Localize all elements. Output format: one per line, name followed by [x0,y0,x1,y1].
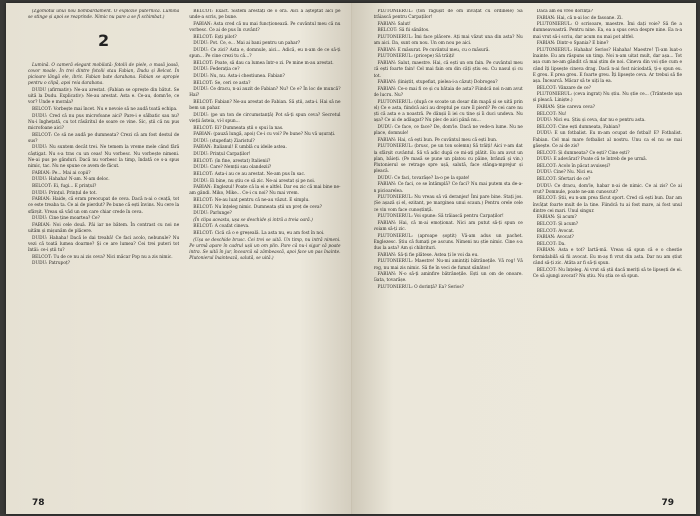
dialogue-line: BELCOT: Sfertari de ce? [536,176,591,182]
right-page-columns [374,9,683,494]
dialogue-line: BELCOT: Ei, fugi... E prințul? [32,183,97,189]
dialogue-line: DUDU: Hahaha! Dacă le dai treabă! Ce faci acolo, nebunule? Nu vezi că toată lumea doarme? Și ce are lumea? Cei trei puteri tot întâi: ce-i știi tu? [28,235,180,254]
dialogue-line: BELCOT: Vorbește mai încet. Nu e nevoie să ne audă toată echipa. [32,106,178,112]
dialogue-line: DUDU: Cine ține moartea? Ce? [32,216,100,222]
dialogue-line: FABIAN: Asta e tot? Iartă-mă. Vreau să spun că e o chestie formidabilă să fii avocat. Eu m-aș fi vrut din asta. Dar nu am știut când să-ți zic. Atâta ar fi să-ți spun. [532,248,682,266]
dialogue-line: DUDU: Care? Nemții sau olandezii? [193,165,272,171]
dialogue-line: DUDU: Prințul. Prințul de tot. [32,190,97,196]
dialogue-line: PLUTONIERUL: Îmi face plăcere. Ați mai văzut una din asta? Nu am aici. Da, sunt om nou. Un om nou pe aici. [373,35,523,47]
left-column-2 [189,9,340,494]
left-column-1 [28,9,179,494]
dialogue-line: DUDU: (stupefiat) Ziaristul? [193,138,255,144]
dialogue-line: BELCOT: Exact. Sistem arestați de o oră. Aici a așteptat aici pe unde-a scris, pe bune. [189,9,341,21]
dialogue-line: FABIAN: Avocat? [536,235,574,241]
dialogue-line: PLUTONIERUL: (ceva ingrat) Nu știu. Nu știe ce... (Trânteste ușa și pleacă. Liniște.) [532,92,682,104]
stage-direction: (Zgomotul unui nou bombardament. O explozie puternică. Lumina se stinge și apoi se reaprinde. Nimic nu pare a se fi schimbat.) [28,9,180,21]
dialogue-line: PLUTONIERUL: (după ce scoate un dosar din mapă și se uită prin el) Ce e asta, fiindcă aici au dreptul pe care îl pierd? Pe cei care nu ști că asta e a noastră. Pe dânșii îi iei cu tine și îi duci undeva. Nu așa? Ce ai de adăugat? Nu plec de aici până nu... [373,99,523,124]
dialogue-line: BELCOT: (în fine, arestat) Italienii? [193,158,271,164]
dialogue-line: FABIAN: Italianul! E umblă cu ideile astea. [193,145,287,151]
dialogue-line: PLUTONIERUL: Voi spune: Să trăiască pentru Carpaților! [377,214,504,220]
book-spread [6,3,696,514]
dialogue-line: DUDU: Parlunge? [193,211,232,217]
dialogue-line: DUDU: Cine? Nu. Nici eu. [536,170,594,176]
dialogue-line: DUDU: Nici eu. Știu și ceva, dar nu e pentru asta. [536,118,646,124]
dialogue-line: BELCOT: Fabian? Ne-au arestat de Fabian. Să știi, asta-i. Hai să ne bem un pahar. [189,99,341,112]
dialogue-line: FABIAN: Hai, că m-ai emoționat. Nici am putut să-ți spun ce voiam să-ți zic. [373,220,523,233]
dialogue-line: BELCOT: A coafat cineva. [193,224,250,230]
dialogue-line: BELCOT: Cică că o e greșeală. La asta nu, eu am fost în noi. [193,230,325,236]
stage-direction: (În clipa aceasta, ușa se deschide și intră a treia oară.) [193,217,313,223]
dialogue-line: FABIAN: Hai, că ești bun. Pe cuvântul meu că ești bun. [377,137,498,143]
dialogue-block [533,9,682,280]
dialogue-line: BELCOT: Și acum? [536,222,579,228]
dialogue-line: BELCOT: Avocat. [536,228,575,234]
dialogue-line: BELCOT: Tu de ce nu ai zis ceva? Nici măcar Pop nu a zis nimic. [32,254,173,260]
dialogue-line: DUDU: Federația ce? [193,67,240,73]
dialogue-line: FABIAN: Salut, maestre. Hai, că ești un om fain. Pe cuvântul meu că ești foarte fain! Cel mai fain om din câți știu eu. Cu nasul și cu tot. [373,61,523,79]
dialogue-line: DUDU (afirmativ): Ne-au arestat. (Fabian se oprește din bătut. Se uită la Dudu. Explicativ): Ne-au arestat. Asta e. Ce-au, domn'le, ce vor? Unde e morala? [28,87,180,106]
dialogue-line: BELCOT: Nu! [536,111,567,117]
scene-number: 2 [98,31,110,51]
dialogue-line: FABIAN: Asta cred că nu mai funcționează. Pe cuvântul meu că nu vorbesc. Ce ai de pus în cuvânt? [189,21,341,34]
right-column-1 [374,9,523,494]
dialogue-line: DUDU: E adevărat? Poate că te întreb de pe urmă. [536,157,648,163]
dialogue-line: PLUTONIERUL: Maestre! Nu-mi amintiți bătrânețile. Vă rog! Vă rog, nu mai zis nimic. Să fie în veci de fumat sănătos! [373,259,523,271]
dialogue-block [374,9,523,291]
dialogue-line: PLUTONIERUL: Nu vreau să vă deranjez! Îmi pare bine. Stați jos. (Se așază și el, ezitant, pe marginea unui scaun.) Pentru orele cele ce vin vom face cunoștință. [373,195,523,213]
dialogue-line: BELCOT: Ne-au luat pentru că ne-au văzut. E simplu. [193,197,310,203]
dialogue-line: BELCOT: Nu înțeleg nimic. Dumneata știi un preț de ceva? [193,204,322,210]
dialogue-line: PLUTONIERUL: O scrisoare, maestre. Îmi dați voie? Să fie a dumneavoastră. Pentru nine. Ea, ea a spus ceva despre nine. Ea n-a mai vrut să-i scriu, dar acum nu mai pot altfel. [532,22,682,40]
dialogue-line: FABIAN: Știe careva ceva? [536,105,595,111]
dialogue-line: PLUTONIERUL: (ton răgușit de om învățat cu ordinele) Să trăiască pentru Carpaților! [373,9,523,21]
dialogue-line: DUDU: Ce faci, tovarășe? Ia-o pe la spate! [377,175,470,181]
dialogue-line: BELCOT: Și dumneata? Ce ești? Cine ești? [536,150,630,156]
dialogue-line: FABIAN: Haide, că eram preocupat de ceva. Dacă n-ai o ceață, tot ce este treaba ta. Ce ai de pierdut? Pe bune că ești învins. Nu cere la sfârșit. Vreau să văd un om care chiar crede în ceva. [28,197,180,215]
dialogue-line: PLUTONIERUL: (aproape șoptit) Vă-am adus un pachet. Englezesc. Știu că fumați pe ascuns. Nimeni nu știe nimic. Cine s-a dus la asta? Am și chibrituri. [373,233,523,252]
dialogue-line: DUDU: Ce dracu, dom'le, habar n-ai de nimic. Ce ai zis? Ce ai vrut? Domnule, poate ne-am cunoscut? [532,183,682,195]
dialogue-line: BELCOT: Ei? Dumneata știi o spui la nas. [193,125,284,131]
dialogue-line: BELCOT: Poate, să dau ca lumea într-o zi. Pe mine m-au arestat. [193,60,334,66]
dialogue-line: FABIAN: Și acum? [536,215,577,221]
dialogue-line: BELCOT: Da. [536,241,566,247]
dialogue-line: FABIAN: Să-ți fie plătese. Astea ți le voi da eu. [377,252,479,258]
dialogue-line: DUDU: E un fotbalist. Eu m-am ocupat de fotbal! E? Fotbalist. Fabian. Cel mai mare fotbalist al nostru. Unu ca el nu se mai găsește. Ce ai de zis? [532,131,682,149]
dialogue-line: PLUTONIERUL: O dorință? Ea? Serios? [377,285,464,290]
page-number: 78 [32,498,45,508]
dialogue-line: FABIAN: Englezul! Poate că la ei e altfel. Dar eu zic că mai bine ne-am gândi. Miko, Mike... Ce-i cu noi? Nu mai vrem. [189,185,341,197]
stage-direction: Lumină. O cameră elegant mobilată: fotolii de piele, o masă joasă, covor moale. În trei dintre fotolii stau Fabian, Dudu și Belcot. În picioare lângă ele, ibric. Fabian bate darabana. Fabian se apropie pentru o clipă, apoi reia darabana. [28,62,180,87]
dialogue-line: BELCOT: Să fii sănătos. [377,28,430,34]
page-number: 79 [661,498,674,508]
dialogue-line: BELCOT: Vânzare de ce? [536,85,591,91]
dialogue-line: DUDU: Patrupoț? [32,261,70,267]
dialogue-line: DUDU: Hahaha! N-am. N-am deloc. [32,177,110,183]
dialogue-line: PLUTONIERUL: (pricepe) Să trăiți! [377,54,455,60]
dialogue-line: FABIAN: (pauză lungă, apoi) Ce-i cu voi? Pe bune? Nu vă ușurați. [193,132,336,138]
dialogue-line: FABIAN: N-o să-ți aminfire bătrânețile. Ești un om de onoare. Gata, tovarășe. [373,272,523,284]
dialogue-line: DUDU: Ce zici? Asta e, domnule, aici... Adică, eu n-am de ce să-ți spun... Pe cine crezi tu că...? [189,47,341,60]
right-column-2 [533,9,682,494]
dialogue-line: DUDU: Prințul Carpaților! [193,152,251,158]
dialogue-line: BELCOT: Cine ești dumneata, Fabian? [536,124,621,130]
left-page-columns [28,9,341,494]
dialogue-line: DUDU: (pe un ton de circumstanță) Pot să-ți spun ceva? Secretul vieții ăsteia, vi-l spun... [189,112,341,125]
dialogue-line: FABIAN: Dintr-o Spania? E bine? [536,41,609,47]
dialogue-line: Dacă am eu vreo dorință? [536,9,593,14]
dialogue-line: BELCOT: Nu înțeleg. Ai vrut să știi dacă meriți să te lipsești de ei. Ce să ajungi avocat? Nu știu. Nu știa ce să spun. [532,267,682,279]
stage-direction: (Ușa se deschide brusc. Cei trei se uită. Un timp, nu intră nimeni. Pe urmă apare în cadrul ușii un om plin. Pare că nu-i sigur că poate intra. Se uită în jur, încearcă să zâmbească, apoi face un pas înainte. Plutonierul înaintează, salută, se uită.) [189,237,341,262]
dialogue-line: FABIAN: (liniștit, stupefiat, pielea-i-a căzut) Dobrogea? [377,80,498,86]
dialogue-line: DUDU: Nu suntem decât trei. Ne temem la vreme mele când fără câștigat. Nu s-a tras cu un ceas! Nu vorbesc. Nu vorbește nimeni. Ne-ai pus pe gânduri. Dacă nu vorbesc la timp, îndată ce s-a spus nimic, tac. Nu ne spune ce avem de făcut. [28,145,180,170]
dialogue-line: DUDU: Cred că nu pus microfoane aici? Pare-i e sălbatic sau nu? Nu-i înghețată, cu tot răsăritul de soare ce vine. Sic, știi că nu pus microfoane aici? [28,113,180,131]
dialogue-block [189,9,340,262]
left-page [6,3,352,514]
dialogue-line: FABIAN: Ce faci, ce se întâmplă? Ce faci? Nu mai putem sta de-a-n picioarelea. [373,182,523,194]
dialogue-line: BELCOT: Eșți pilot? [193,34,237,40]
dialogue-line: BELCOT: Știi, eu n-am prea făcut sport. Cred că ești bun. Dar am învățat foarte mult de la tine. Fiindcă tu ai fost mare, ai fost unul dintre cei mari. Unul singur. [532,196,682,214]
dialogue-line: DUDU: Ce dracu, n-ai auzit de Fabian? Nu? Ce e? În loc de muncă? Hai? [189,87,341,99]
dialogue-line: FABIAN: Pe... Mai ai copii? [32,170,91,176]
dialogue-line: BELCOT: Acolo în păcat avuiseși? [536,163,611,169]
scene-number-box [28,29,179,52]
dialogue-line: PLUTONIERUL: (brusc, pe un ton solemn) Să trăiți! Aici v-am dat la sfârșit cuvântul. Să vă adic după ce mi-ați plătit. Eu am avut un plan, băieți. (Pe masă se pune un platou cu pâine, brânză și vin.) Plutonierul se retrage spre ușă, salută, face stânga-mprejur și pleacă. [373,144,523,175]
dialogue-line: FABIAN: Salut! [377,21,411,27]
dialogue-line: BELCOT: Asta-i au ce au arestat. Ne-am pus în sac. [193,171,306,177]
dialogue-line: BELCOT: Se, ceri ce asta? [193,80,251,86]
right-page [352,3,697,514]
dialogue-line: BELCOT: Ce să ne audă pe dumneata? Crezi că am fost destul de sus? [28,132,180,144]
dialogue-line: FABIAN: Hai, că n-ai loc de fasoane. Zi. [536,15,623,21]
dialogue-line: DUDU: Ce face, ce face? De, dom'le. Dacă ne vede-n lume. Nu ne place, domnule! [373,124,523,137]
dialogue-line: FABIAN: Noi cele două. Păi iar ne bătem. În contrast cu noi ne uităm și mișunăm de plăcere. [28,222,180,234]
dialogue-line: FABIAN: E măsurat. Pe cuvântul meu, cu o măsură. [377,47,490,53]
dialogue-line: DUDU: Nu, nu. Asta-i chestiunea. Fabian? [193,73,285,79]
dialogue-block [28,63,179,268]
dialogue-line: FABIAN: Ce-o mai fi ce și cu bătaia de asta? Fiindcă noi n-am avut de lucru. Nu? [373,86,523,98]
dialogue-line: DUDU: Pot. Ce, e... Mai ai bani pentru un pahar? [193,41,301,47]
dialogue-line: DUDU: Ei bine, nu știu ce să zic. Ne-ai arestat și pe noi. [193,178,316,184]
dialogue-line: PLUTONIERUL: Hahaha! Serios? Hahaha! Maestre! Ți-am luat-o înainte. Eu am răspuns un timp. Noi n-am uitat mult, dar așa... Tot așa cum ne-am gândit că mai știm de noi. Cineva din voi știe cum e când îți lipsește cineva drag. Dacă n-ai fost niciodată, ți-o spun eu. E greu. E prea greu. E foarte greu. Îți lipsește ceva. Ar trebui să fie așa. Încearcă. Măcar să te uiți la ea. [532,47,682,84]
